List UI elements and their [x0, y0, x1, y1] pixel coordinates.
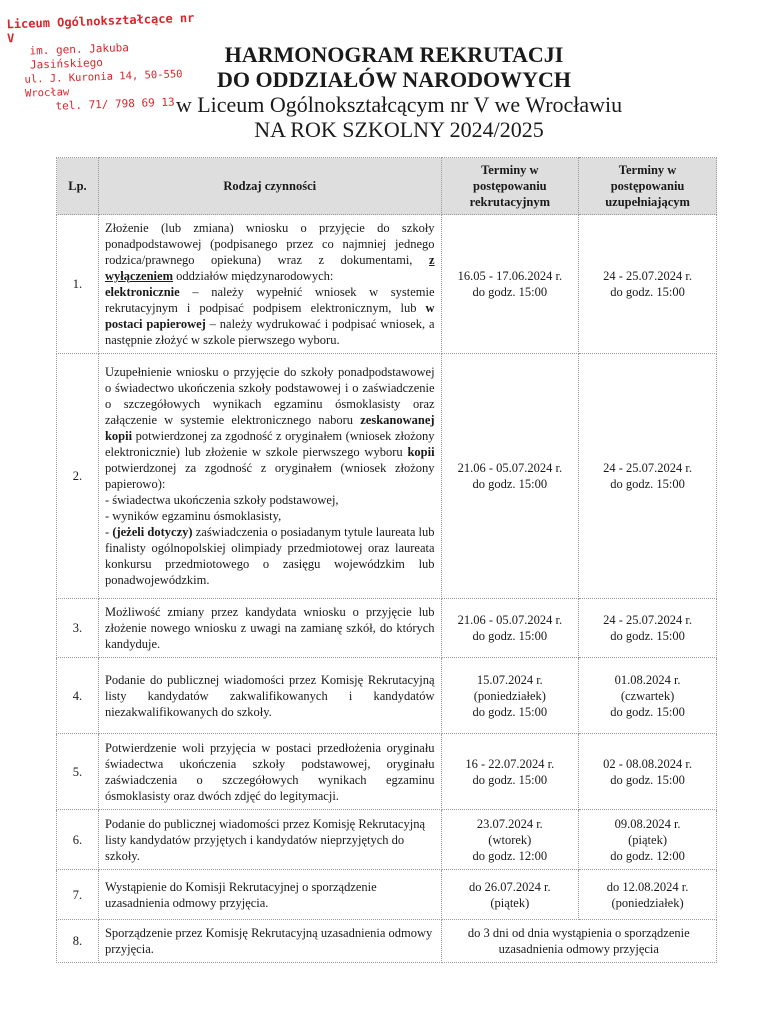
term-date: do 12.08.2024 r. — [606, 879, 689, 894]
term-date: 16 - 22.07.2024 r. — [465, 756, 555, 771]
desc-text: zaświadczenia o posiadanym tytule laureata lub finalisty ogólnopolskiej olimpiady przedmiotowej oraz laureata konkursu przedmiotowego o zasięgu wojewódzkim lub ponadwojewódzkim. — [104, 525, 435, 587]
supplementary-term — [579, 354, 717, 599]
school-year: NA ROK SZKOLNY 2024/2025 — [254, 117, 544, 142]
main-term — [441, 870, 579, 920]
table-row — [57, 734, 717, 810]
table-row — [57, 599, 717, 658]
term-time: do godz. 15:00 — [472, 629, 548, 643]
term-day: (poniedziałek) — [473, 688, 546, 703]
term-date: 24 - 25.07.2024 r. — [603, 269, 692, 283]
term-day: (czwartek) — [620, 688, 675, 703]
row-number: 1. — [57, 215, 99, 354]
stamp-line: im. gen. Jakuba Jasińskiego — [29, 41, 130, 72]
term-date: 09.08.2024 r. — [614, 816, 681, 831]
main-term — [441, 215, 579, 354]
term-time: do godz. 15:00 — [472, 285, 548, 299]
desc-bold: zeskanowanej kopii — [104, 413, 435, 443]
table-row — [57, 920, 717, 963]
supplementary-term — [579, 599, 717, 658]
header-supplementary-terms: Terminy w postępowaniu uzupełniającym — [579, 158, 717, 215]
row-number: 3. — [57, 599, 99, 658]
term-day: (wtorek) — [488, 832, 532, 847]
term-time: do godz. 12:00 — [610, 848, 685, 863]
term-time: do godz. 15:00 — [610, 704, 685, 719]
desc-text: Złożenie (lub zmiana) wniosku o przyjęcie do szkoły ponadpodstawowej (podpisanego przez co najmniej jednego rodzica/prawnego opiekuna) wraz z dokumentami, — [104, 221, 435, 267]
term-date: 21.06 - 05.07.2024 r. — [457, 461, 563, 475]
main-term — [441, 354, 579, 599]
term-time: do godz. 15:00 — [610, 477, 685, 491]
term-date: 01.08.2024 r. — [614, 672, 681, 687]
table-header-row — [57, 158, 717, 215]
term-day: (piątek) — [490, 895, 530, 910]
table-row — [57, 810, 717, 870]
row-description — [98, 354, 441, 599]
term-time: do godz. 15:00 — [472, 704, 548, 719]
supplementary-term — [579, 870, 717, 920]
row-number: 2. — [57, 354, 99, 599]
main-term — [441, 599, 579, 658]
term-day: (poniedziałek) — [611, 895, 684, 910]
row-number: 7. — [57, 870, 99, 920]
supplementary-term — [579, 810, 717, 870]
desc-text: oddziałów międzynarodowych: — [172, 269, 334, 283]
row-description: Sporządzenie przez Komisję Rekrutacyjną uzasadnienia odmowy przyjęcia. — [98, 920, 441, 963]
document-header — [0, 42, 768, 142]
desc-bold: (jeżeli dotyczy) — [112, 525, 193, 539]
term-day: (piątek) — [628, 832, 667, 847]
term-date: 02 - 08.08.2024 r. — [603, 756, 692, 771]
table-row — [57, 658, 717, 734]
row-description — [98, 215, 441, 354]
desc-text: potwierdzonej za zgodność z oryginałem (wniosek złożony papierowo): — [104, 461, 435, 491]
term-time: do godz. 15:00 — [610, 772, 685, 787]
term-time: do godz. 15:00 — [610, 629, 685, 643]
stamp-line: ul. J. Kuronia 14, 50-550 Wrocław — [24, 68, 183, 100]
supplementary-term — [579, 658, 717, 734]
table-row — [57, 215, 717, 354]
term-time: do godz. 15:00 — [472, 772, 548, 787]
title-line-2: DO ODDZIAŁÓW NARODOWYCH — [216, 67, 572, 92]
row-description: Podanie do publicznej wiadomości przez Komisję Rekrutacyjną listy kandydatów zakwalifikowanych i kandydatów niezakwalifikowanych do szkoły. — [98, 658, 441, 734]
desc-bullet: - wyników egzaminu ósmoklasisty, — [104, 509, 282, 523]
desc-text: – należy wypełnić wniosek w systemie rekrutacyjnym i podpisać podpisem elektronicznym, lub — [104, 285, 435, 315]
term-text: do 3 dni od dnia wystąpienia o sporządzenie — [467, 926, 690, 940]
term-date: 24 - 25.07.2024 r. — [603, 461, 692, 475]
desc-text: Uzupełnienie wniosku o przyjęcie do szkoły ponadpodstawowej o świadectwo ukończenia szkoły podstawowej i o zaświadczenie o szczegółowych wynikach egzaminu ósmoklasisty oraz załączenie w systemie elektronicznego naboru — [104, 365, 435, 427]
main-term — [441, 658, 579, 734]
desc-bold: elektronicznie — [104, 285, 180, 299]
term-date: 24 - 25.07.2024 r. — [603, 613, 692, 627]
term-time: do godz. 15:00 — [472, 477, 548, 491]
term-date: 15.07.2024 r. — [476, 672, 543, 687]
desc-bold: kopii — [407, 445, 435, 459]
term-time: do godz. 12:00 — [472, 848, 548, 863]
subtitle: w Liceum Ogólnokształcącym nr V we Wrocławiu — [175, 92, 623, 117]
term-date: 21.06 - 05.07.2024 r. — [457, 613, 563, 627]
row-description: Wystąpienie do Komisji Rekrutacyjnej o sporządzenie uzasadnienia odmowy przyjęcia. — [98, 870, 441, 920]
title-line-1: HARMONOGRAM REKRUTACJI — [224, 42, 564, 67]
term-time: do godz. 15:00 — [610, 285, 685, 299]
table-row — [57, 354, 717, 599]
row-number: 8. — [57, 920, 99, 963]
desc-bullet: - — [104, 525, 113, 539]
stamp-line: tel. 71/ 798 69 13 — [55, 95, 175, 113]
desc-bold: z wyłączeniem — [104, 253, 435, 283]
header-activity: Rodzaj czynności — [98, 158, 441, 215]
desc-text: – należy wydrukować i podpisać wniosek, a następnie złożyć w szkole pierwszego wyboru. — [104, 317, 435, 347]
header-lp: Lp. — [57, 158, 99, 215]
row-description: Potwierdzenie woli przyjęcia w postaci przedłożenia oryginału świadectwa ukończenia szkoły podstawowej, oryginału zaświadczenia o szczegółowych wynikach egzaminu ósmoklasisty oraz dwóch zdjęć do legitymacji. — [98, 734, 441, 810]
term-date: do 26.07.2024 r. — [469, 879, 551, 894]
merged-term — [441, 920, 716, 963]
term-text: uzasadnienia odmowy przyjęcia — [498, 942, 659, 956]
table-row — [57, 870, 717, 920]
row-description: Możliwość zmiany przez kandydata wniosku o przyjęcie lub złożenie nowego wniosku z uwagi na zamianę szkół, do których kandyduje. — [98, 599, 441, 658]
row-number: 4. — [57, 658, 99, 734]
supplementary-term — [579, 215, 717, 354]
desc-text: potwierdzonej za zgodność z oryginałem (wniosek złożony elektronicznie) lub złożenie w szkole pierwszego wyboru — [104, 429, 435, 459]
desc-bold: w postaci papierowej — [104, 301, 435, 331]
stamp-line: Liceum Ogólnokształcące nr V — [6, 10, 195, 46]
schedule-table — [56, 157, 717, 963]
main-term — [441, 810, 579, 870]
header-main-terms: Terminy w postępowaniu rekrutacyjnym — [441, 158, 579, 215]
main-term — [441, 734, 579, 810]
desc-bullet: - świadectwa ukończenia szkoły podstawowej, — [104, 493, 339, 507]
term-date: 23.07.2024 r. — [476, 816, 543, 831]
supplementary-term — [579, 734, 717, 810]
row-number: 6. — [57, 810, 99, 870]
row-number: 5. — [57, 734, 99, 810]
term-date: 16.05 - 17.06.2024 r. — [457, 269, 563, 283]
row-description: Podanie do publicznej wiadomości przez Komisję Rekrutacyjną listy kandydatów przyjętych i kandydatów nieprzyjętych do szkoły. — [98, 810, 441, 870]
